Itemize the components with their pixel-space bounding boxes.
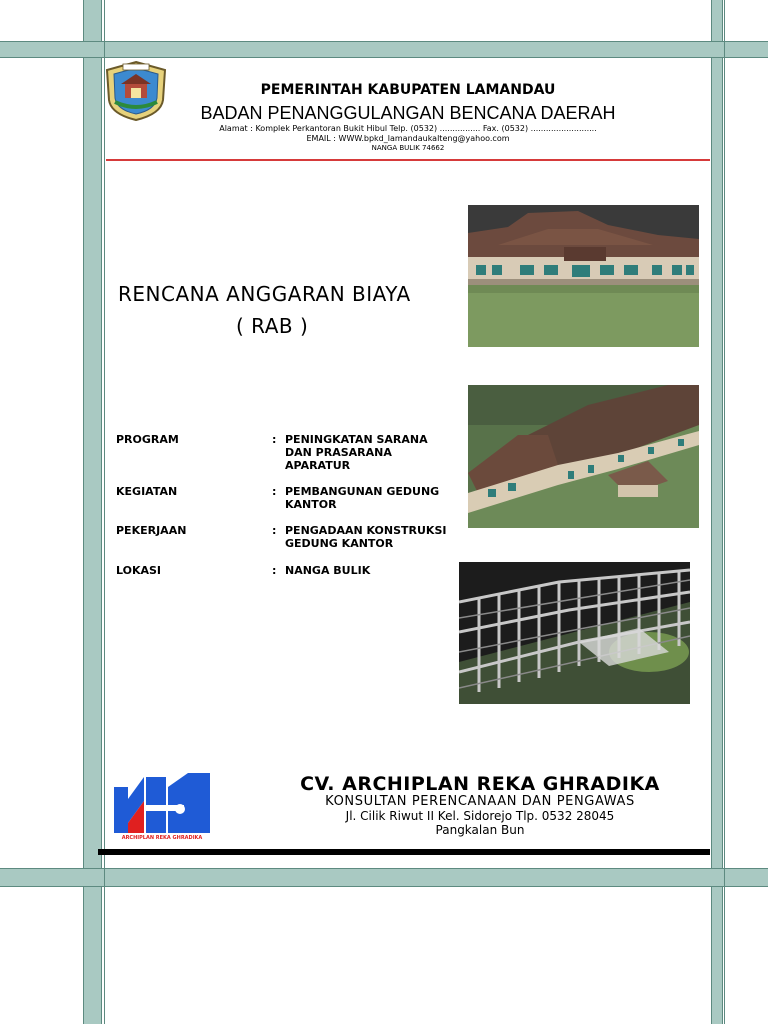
frame-inner-right-line [724, 0, 725, 1024]
building-front-render [468, 205, 699, 347]
structure-frame-render [459, 562, 690, 704]
detail-label-pekerjaan: PEKERJAAN [116, 524, 187, 537]
consultant-role: KONSULTAN PERENCANAAN DAN PENGAWAS [325, 794, 635, 809]
header-email: EMAIL : WWW.bpkd_lamandaukalteng@yahoo.com [306, 134, 510, 143]
consultant-logo-caption: ARCHIPLAN REKA GHRADIKA [121, 835, 203, 841]
detail-colon: : [272, 524, 277, 537]
detail-colon: : [272, 485, 277, 498]
frame-top-bar [0, 41, 768, 58]
consultant-name: CV. ARCHIPLAN REKA GHRADIKA [300, 773, 660, 795]
document-title: RENCANA ANGGARAN BIAYA [118, 282, 411, 306]
detail-label-kegiatan: KEGIATAN [116, 485, 178, 498]
government-name: PEMERINTAH KABUPATEN LAMANDAU [260, 82, 556, 98]
detail-value-lokasi: NANGA BULIK [285, 564, 371, 577]
document-subtitle: ( RAB ) [236, 314, 309, 338]
header-address: Alamat : Komplek Perkantoran Bukit Hibul Telp. (0532) ................ Fax. (0532) .......................... [219, 124, 597, 133]
detail-label-lokasi: LOKASI [116, 564, 162, 577]
building-perspective-render [468, 385, 699, 528]
footer-rule [98, 849, 710, 855]
detail-label-program: PROGRAM [116, 433, 179, 446]
frame-bottom-bar [0, 868, 768, 887]
detail-colon: : [272, 564, 277, 577]
consultant-logo [114, 773, 210, 841]
header-rule [106, 159, 710, 161]
detail-value-pekerjaan: PENGADAAN KONSTRUKSI GEDUNG KANTOR [285, 524, 447, 550]
header-city: NANGA BULIK 74662 [371, 144, 445, 152]
consultant-city: Pangkalan Bun [435, 823, 525, 837]
detail-value-program: PENINGKATAN SARANA DAN PRASARANA APARATUR [285, 433, 428, 472]
frame-inner-left-line [104, 0, 105, 1024]
detail-colon: : [272, 433, 277, 446]
detail-value-kegiatan: PEMBANGUNAN GEDUNG KANTOR [285, 485, 440, 511]
agency-name: BADAN PENANGGULANGAN BENCANA DAERAH [200, 103, 616, 123]
consultant-address: Jl. Cilik Riwut II Kel. Sidorejo Tlp. 0532 28045 [345, 809, 615, 823]
